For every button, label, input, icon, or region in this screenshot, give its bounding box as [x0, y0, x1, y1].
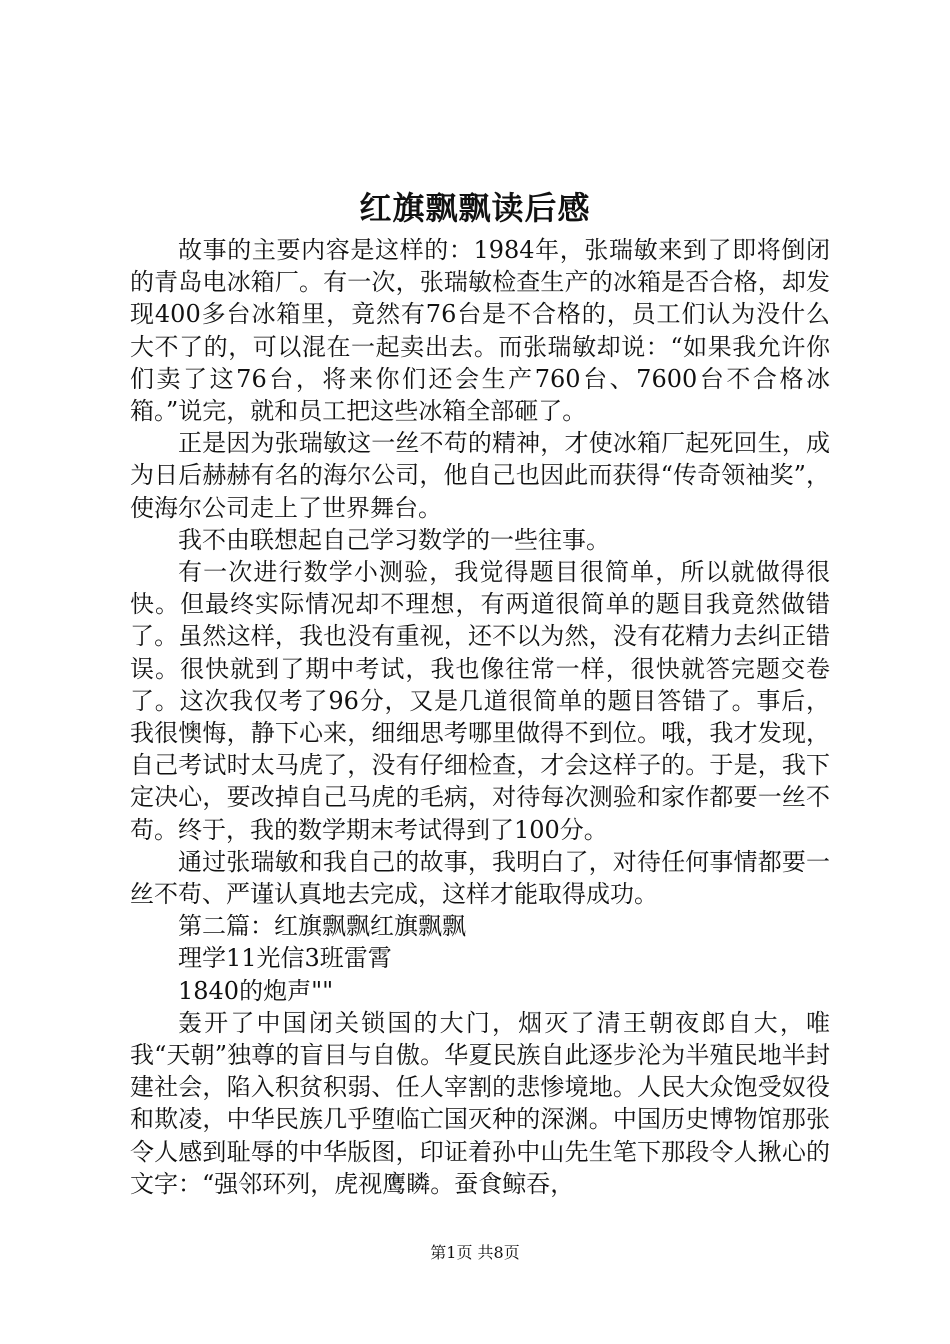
document-body: [130, 234, 830, 1200]
document-title: 红旗飘飘读后感: [359, 189, 591, 227]
paragraph: 通过张瑞敏和我自己的故事，我明白了，对待任何事情都要一丝不苟、严谨认真地去完成，这样才能取得成功。: [130, 847, 830, 909]
paragraph: 1840的炮声"": [178, 976, 334, 1005]
section-heading: 第二篇：红旗飘飘红旗飘飘: [178, 912, 466, 941]
paragraph: 有一次进行数学小测验，我觉得题目很简单，所以就做得很快。但最终实际情况却不理想，有两道很简单的题目我竟然做错了。虽然这样，我也没有重视，还不以为然，没有花精力去纠正错误。很快就到了期中考试，我也像往常一样，很快就答完题交卷了。这次我仅考了96分，又是几道很简单的题目答错了。事后，我很懊悔，静下心来，细细思考哪里做得不到位。哦，我才发现，自己考试时太马虎了，没有仔细检查，才会这样子的。于是，我下定决心，要改掉自己马虎的毛病，对待每次测验和家作都要一丝不苟。终于，我的数学期末考试得到了100分。: [130, 558, 830, 844]
paragraph: 轰开了中国闭关锁国的大门，烟灭了清王朝夜郎自大，唯我“天朝”独尊的盲目与自傲。华夏民族自此逐步沦为半殖民地半封建社会，陷入积贫积弱、任人宰割的悲惨境地。人民大众饱受奴役和欺凌，中华民族几乎堕临亡国灭种的深渊。中国历史博物馆那张令人感到耻辱的中华版图，印证着孙中山先生笔下那段令人揪心的文字：“强邻环列，虎视鹰瞵。蚕食鲸吞，: [130, 1008, 830, 1198]
page-footer: 第1页 共8页: [430, 1243, 520, 1262]
paragraph: 故事的主要内容是这样的：1984年，张瑞敏来到了即将倒闭的青岛电冰箱厂。有一次，张瑞敏检查生产的冰箱是否合格，却发现400多台冰箱里，竟然有76台是不合格的，员工们认为没什么大不了的，可以混在一起卖出去。而张瑞敏却说：“如果我允许你们卖了这76台，将来你们还会生产760台、7600台不合格冰箱。”说完，就和员工把这些冰箱全部砸了。: [130, 236, 830, 426]
paragraph: 正是因为张瑞敏这一丝不苟的精神，才使冰箱厂起死回生，成为日后赫赫有名的海尔公司，他自己也因此而获得“传奇领袖奖”，使海尔公司走上了世界舞台。: [130, 429, 830, 522]
author-line: 理学11光信3班雷霄: [178, 944, 392, 973]
paragraph: 我不由联想起自己学习数学的一些往事。: [178, 525, 610, 554]
